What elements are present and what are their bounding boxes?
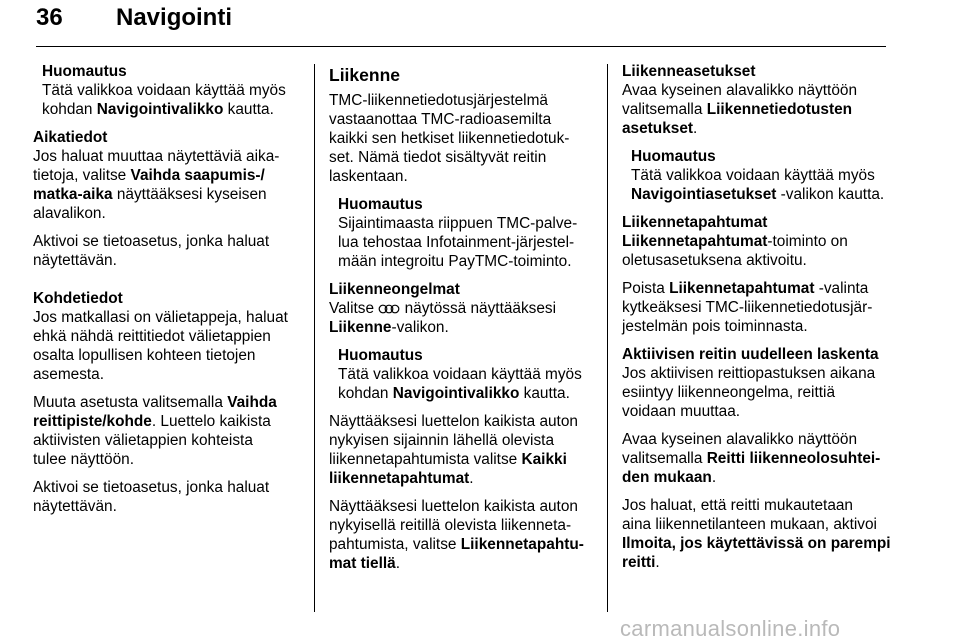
menu-reference: Liikenne xyxy=(329,319,392,336)
note-text: kautta. xyxy=(519,385,570,402)
page-title: Navigointi xyxy=(116,4,233,31)
menu-reference: Liikennetapahtu- xyxy=(460,536,584,553)
text-line: näyttääksesi kyseisen xyxy=(112,186,267,203)
note-text: kohdan xyxy=(42,101,97,118)
column-divider xyxy=(314,64,315,612)
text-line: liikennetapahtumista valitse xyxy=(329,451,522,468)
note-title: Huomautus xyxy=(338,347,423,364)
text-line: jestelmän pois toiminnasta. xyxy=(622,318,808,335)
menu-reference: reitti xyxy=(622,554,656,571)
subheading-liikenneongelmat: Liikenneongelmat xyxy=(329,281,460,298)
column-divider xyxy=(607,64,608,612)
subheading-aikatiedot: Aikatiedot xyxy=(33,129,108,146)
note-title: Huomautus xyxy=(338,196,423,213)
text-line: . xyxy=(711,469,717,486)
paragraph xyxy=(622,62,892,138)
text-line: näytössä näyttääksesi xyxy=(400,300,557,317)
menu-reference: mat tiellä xyxy=(329,555,396,572)
menu-reference: matka-aika xyxy=(33,186,113,203)
text-line: alavalikon. xyxy=(33,205,106,222)
watermark: carmanualsonline.info xyxy=(620,616,841,641)
text-line: näytettävän. xyxy=(33,252,117,269)
text-line: -valikon. xyxy=(391,319,449,336)
text-line: asemesta. xyxy=(33,366,105,383)
text-line: -toiminto on xyxy=(767,233,848,250)
text-line: . xyxy=(395,555,400,572)
text-line: nykyisellä reitillä olevista liikenneta- xyxy=(329,517,572,534)
text-line: Avaa kyseinen alavalikko näyttöön xyxy=(622,82,858,99)
note-text: lua tehostaa Infotainment-järjestel- xyxy=(338,234,575,251)
note-text: kohdan xyxy=(338,385,393,402)
text-line: aina liikennetilanteen mukaan, aktivoi xyxy=(622,516,877,533)
menu-reference: Vaihda saapumis-/ xyxy=(130,167,265,184)
text-line: . xyxy=(469,470,474,487)
menu-reference: Ilmoita, jos käytettävissä on parempi xyxy=(622,535,891,552)
paragraph xyxy=(33,232,303,270)
paragraph xyxy=(33,289,303,384)
subheading-kohdetiedot: Kohdetiedot xyxy=(33,290,123,307)
text-line: Aktivoi se tietoasetus, jonka haluat xyxy=(33,233,270,250)
note-text: Tätä valikkoa voidaan käyttää myös xyxy=(42,82,286,99)
text-line: näytettävän. xyxy=(33,498,117,515)
text-line: Näyttääksesi luettelon kaikista auton xyxy=(329,413,578,430)
text-line: -valinta xyxy=(814,280,869,297)
text-line: ehkä nähdä reittitiedot välietappien xyxy=(33,328,271,345)
note-box xyxy=(42,62,303,119)
text-line: Jos haluat muuttaa näytettäviä aika- xyxy=(33,148,280,165)
note-text: -valikon kautta. xyxy=(776,186,885,203)
menu-reference: Navigointivalikko xyxy=(392,385,520,402)
text-line: vastaanottaa TMC-radioasemilta xyxy=(329,111,552,128)
menu-reference: Navigointiasetukset xyxy=(631,186,777,203)
text-line: Poista xyxy=(622,280,670,297)
paragraph xyxy=(622,430,892,487)
menu-reference: reittipiste/kohde xyxy=(33,413,152,430)
text-line: Näyttääksesi luettelon kaikista auton xyxy=(329,498,578,515)
note-text: mään integroitu PayTMC-toiminto. xyxy=(338,253,572,270)
subheading-liikennetapahtumat: Liikennetapahtumat xyxy=(622,214,768,231)
note-box xyxy=(338,195,599,271)
subheading-liikenneasetukset: Liikenneasetukset xyxy=(622,63,756,80)
menu-reference: asetukset xyxy=(622,120,694,137)
column-3 xyxy=(622,62,892,581)
paragraph xyxy=(33,128,303,223)
note-box xyxy=(631,147,892,204)
text-line: nykyisen sijainnin lähellä olevista xyxy=(329,432,554,449)
column-2 xyxy=(329,62,599,582)
text-line: tulee näyttöön. xyxy=(33,451,134,468)
text-line: valitsemalla xyxy=(622,101,707,118)
menu-reference: Liikennetapahtumat xyxy=(669,280,815,297)
menu-reference: Liikennetiedotusten xyxy=(706,101,853,118)
paragraph xyxy=(622,213,892,270)
menu-reference: den mukaan xyxy=(622,469,712,486)
text-line: set. Nämä tiedot sisältyvät reitin xyxy=(329,149,547,166)
text-line: Jos aktiivisen reittiopastuksen aikana xyxy=(622,365,876,382)
menu-reference: Reitti liikenneolosuhtei- xyxy=(706,450,881,467)
column-1 xyxy=(33,62,303,525)
menu-reference: liikennetapahtumat xyxy=(329,470,470,487)
text-line: TMC-liikennetiedotusjärjestelmä xyxy=(329,92,548,109)
text-line: esiintyy liikenneongelma, reittiä xyxy=(622,384,836,401)
text-line: valitsemalla xyxy=(622,450,707,467)
text-line: . xyxy=(693,120,698,137)
text-line: Jos matkallasi on välietappeja, haluat xyxy=(33,309,288,326)
note-text: Tätä valikkoa voidaan käyttää myös xyxy=(338,366,582,383)
header-rule xyxy=(36,46,886,47)
note-text: kautta. xyxy=(223,101,274,118)
text-line: aktiivisten välietappien kohteista xyxy=(33,432,253,449)
text-line: pahtumista, valitse xyxy=(329,536,461,553)
text-line: Jos haluat, että reitti mukautetaan xyxy=(622,497,853,514)
paragraph xyxy=(329,280,599,337)
paragraph xyxy=(329,91,599,186)
text-line: kytkeäksesi TMC-liikennetiedotusjär- xyxy=(622,299,873,316)
text-line: Valitse xyxy=(329,300,379,317)
paragraph xyxy=(329,412,599,488)
text-line: Aktivoi se tietoasetus, jonka haluat xyxy=(33,479,270,496)
note-text: Tätä valikkoa voidaan käyttää myös xyxy=(631,167,875,184)
note-title: Huomautus xyxy=(42,63,127,80)
page-header xyxy=(36,0,886,46)
paragraph xyxy=(33,393,303,469)
note-box xyxy=(338,346,599,403)
section-title-liikenne: Liikenne xyxy=(329,65,400,85)
text-line: Muuta asetusta valitsemalla xyxy=(33,394,228,411)
paragraph xyxy=(622,496,892,572)
paragraph xyxy=(33,478,303,516)
text-line: osalta lopullisen kohteen tietojen xyxy=(33,347,256,364)
text-line: . xyxy=(655,554,660,571)
paragraph xyxy=(329,497,599,573)
text-line: voidaan muuttaa. xyxy=(622,403,741,420)
subheading-reroute: Aktiivisen reitin uudelleen laskenta xyxy=(622,346,879,363)
text-line: laskentaan. xyxy=(329,168,408,185)
text-line: . Luettelo kaikista xyxy=(151,413,271,430)
menu-reference: Navigointivalikko xyxy=(96,101,224,118)
menu-reference: Liikennetapahtumat xyxy=(622,233,768,250)
text-line: kaikki sen hetkiset liikennetiedotuk- xyxy=(329,130,570,147)
page-number: 36 xyxy=(36,4,63,31)
menu-reference: Kaikki xyxy=(521,451,567,468)
paragraph xyxy=(622,279,892,336)
paragraph xyxy=(622,345,892,421)
text-line: Avaa kyseinen alavalikko näyttöön xyxy=(622,431,858,448)
note-title: Huomautus xyxy=(631,148,716,165)
note-text: Sijaintimaasta riippuen TMC-palve- xyxy=(338,215,578,232)
text-line: oletusasetuksena aktivoitu. xyxy=(622,252,807,269)
menu-reference: Vaihda xyxy=(227,394,277,411)
traffic-icon xyxy=(378,304,400,314)
text-line: tietoja, valitse xyxy=(33,167,131,184)
